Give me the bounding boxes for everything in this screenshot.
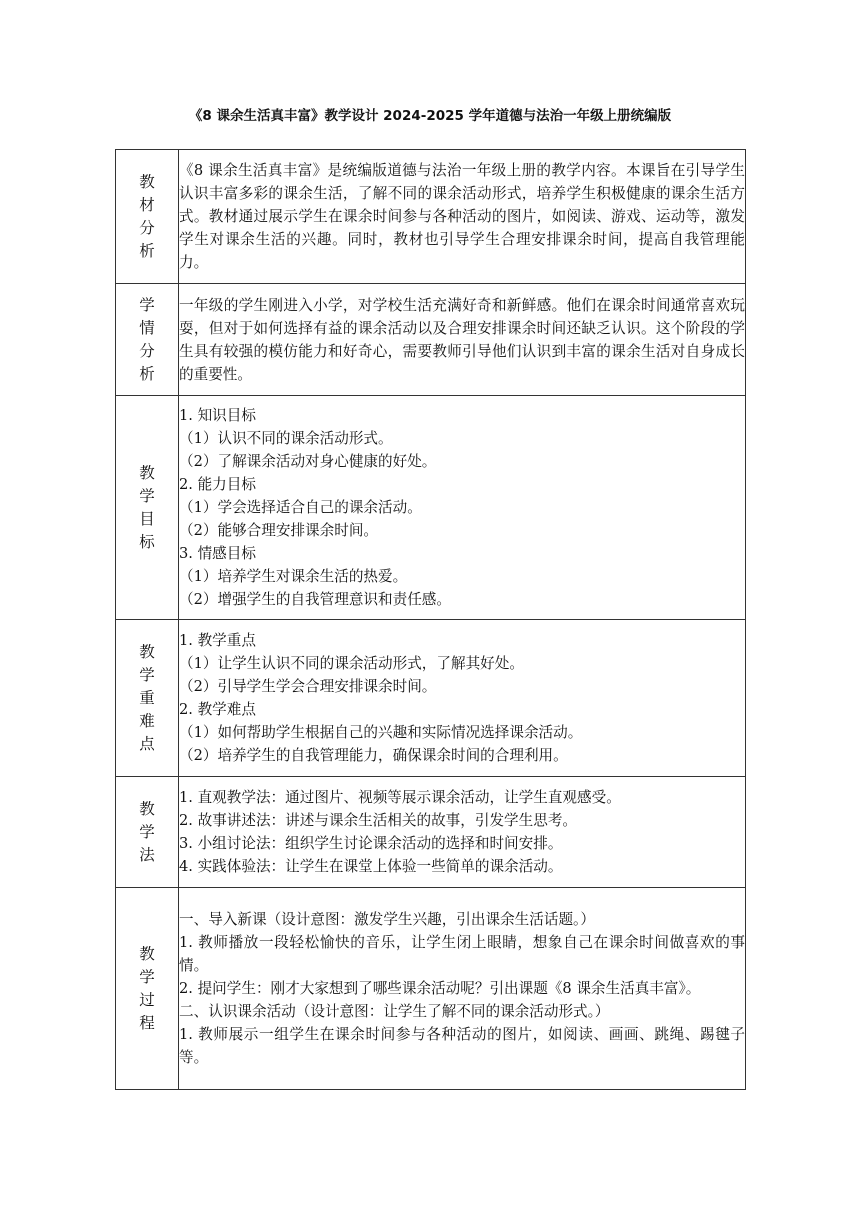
label-char: 程 [139, 1013, 155, 1032]
label-char: 学 [139, 822, 155, 841]
content-student-analysis [179, 284, 746, 396]
label-char: 教 [139, 944, 155, 963]
label-char: 学 [139, 486, 155, 505]
row-student-analysis [116, 284, 746, 396]
row-teaching-process [116, 888, 746, 1090]
label-char: 法 [139, 845, 155, 864]
label-char: 教 [139, 642, 155, 661]
content-textbook-analysis [179, 150, 746, 284]
label-teaching-methods [116, 777, 179, 888]
label-textbook-analysis [116, 150, 179, 284]
process-paragraph: 2. 提问学生：刚才大家想到了哪些课余活动呢？引出课题《8 课余生活真丰富》。 [179, 980, 701, 997]
point-line: （1）让学生认识不同的课余活动形式，了解其好处。 [179, 655, 524, 672]
goal-line: （2）了解课余活动对身心健康的好处。 [179, 453, 437, 470]
label-char: 学 [139, 967, 155, 986]
label-char: 难 [139, 711, 155, 730]
point-line: 1. 教学重点 [179, 632, 256, 649]
goal-line: 3. 情感目标 [179, 545, 256, 562]
point-line: （2）引导学生学会合理安排课余时间。 [179, 678, 437, 695]
paragraph: 一年级的学生刚进入小学，对学校生活充满好奇和新鲜感。他们在课余时间通常喜欢玩耍，但对于如何选择有益的课余活动以及合理安排课余时间还缺乏认识。这个阶段的学生具有较强的模仿能力和好奇心，需要教师引导他们认识到丰富的课余生活对自身成长的重要性。 [179, 296, 745, 383]
content-teaching-process [179, 888, 746, 1090]
label-char: 教 [139, 463, 155, 482]
goal-line: （1）认识不同的课余活动形式。 [179, 430, 393, 447]
label-char: 目 [139, 509, 155, 528]
process-paragraph: 二、认识课余活动（设计意图：让学生了解不同的课余活动形式。） [179, 1003, 610, 1020]
label-char: 教 [139, 799, 155, 818]
label-teaching-process [116, 888, 179, 1090]
content-teaching-methods [179, 777, 746, 888]
goal-line: （1）培养学生对课余生活的热爱。 [179, 568, 408, 585]
label-char: 分 [139, 341, 155, 360]
method-line: 3. 小组讨论法：组织学生讨论课余活动的选择和时间安排。 [179, 835, 563, 852]
process-paragraph: 1. 教师展示一组学生在课余时间参与各种活动的图片，如阅读、画画、跳绳、踢毽子等。 [179, 1026, 745, 1066]
label-char: 点 [139, 734, 155, 753]
goal-line: （2）能够合理安排课余时间。 [179, 522, 379, 539]
label-char: 材 [139, 195, 155, 214]
row-teaching-goals [116, 396, 746, 620]
label-char: 情 [139, 318, 155, 337]
method-line: 4. 实践体验法：让学生在课堂上体验一些简单的课余活动。 [179, 858, 563, 875]
point-line: 2. 教学难点 [179, 701, 256, 718]
label-char: 学 [139, 665, 155, 684]
paragraph: 《8 课余生活真丰富》是统编版道德与法治一年级上册的教学内容。本课旨在引导学生认识丰富多彩的课余生活，了解不同的课余活动形式，培养学生积极健康的课余生活方式。教材通过展示学生在课余时间参与各种活动的图片，如阅读、游戏、运动等，激发学生对课余生活的兴趣。同时，教材也引导学生合理安排课余时间，提高自我管理能力。 [179, 162, 745, 271]
label-char: 教 [139, 172, 155, 191]
label-char: 析 [139, 241, 155, 260]
label-char: 过 [139, 990, 155, 1009]
label-teaching-goals [116, 396, 179, 620]
goal-line: 2. 能力目标 [179, 476, 256, 493]
label-student-analysis [116, 284, 179, 396]
label-char: 学 [139, 295, 155, 314]
content-key-difficult-points [179, 620, 746, 777]
process-paragraph: 1. 教师播放一段轻松愉快的音乐，让学生闭上眼睛，想象自己在课余时间做喜欢的事情。 [179, 934, 745, 974]
label-key-difficult-points [116, 620, 179, 777]
process-paragraph: 一、导入新课（设计意图：激发学生兴趣，引出课余生活话题。） [179, 911, 595, 928]
row-textbook-analysis [116, 150, 746, 284]
label-char: 标 [139, 532, 155, 551]
label-char: 重 [139, 688, 155, 707]
document-title: 《8 课余生活真丰富》教学设计 2024-2025 学年道德与法治一年级上册统编版 [188, 108, 672, 124]
goal-line: （2）增强学生的自我管理意识和责任感。 [179, 591, 451, 608]
label-char: 析 [139, 364, 155, 383]
method-line: 2. 故事讲述法：讲述与课余生活相关的故事，引发学生思考。 [179, 812, 578, 829]
content-teaching-goals [179, 396, 746, 620]
lesson-plan-table [115, 149, 746, 1090]
row-key-difficult-points [116, 620, 746, 777]
label-char: 分 [139, 218, 155, 237]
goal-line: （1）学会选择适合自己的课余活动。 [179, 499, 422, 516]
point-line: （1）如何帮助学生根据自己的兴趣和实际情况选择课余活动。 [179, 724, 583, 741]
goal-line: 1. 知识目标 [179, 407, 256, 424]
method-line: 1. 直观教学法：通过图片、视频等展示课余活动，让学生直观感受。 [179, 789, 621, 806]
row-teaching-methods [116, 777, 746, 888]
point-line: （2）培养学生的自我管理能力，确保课余时间的合理利用。 [179, 747, 568, 764]
